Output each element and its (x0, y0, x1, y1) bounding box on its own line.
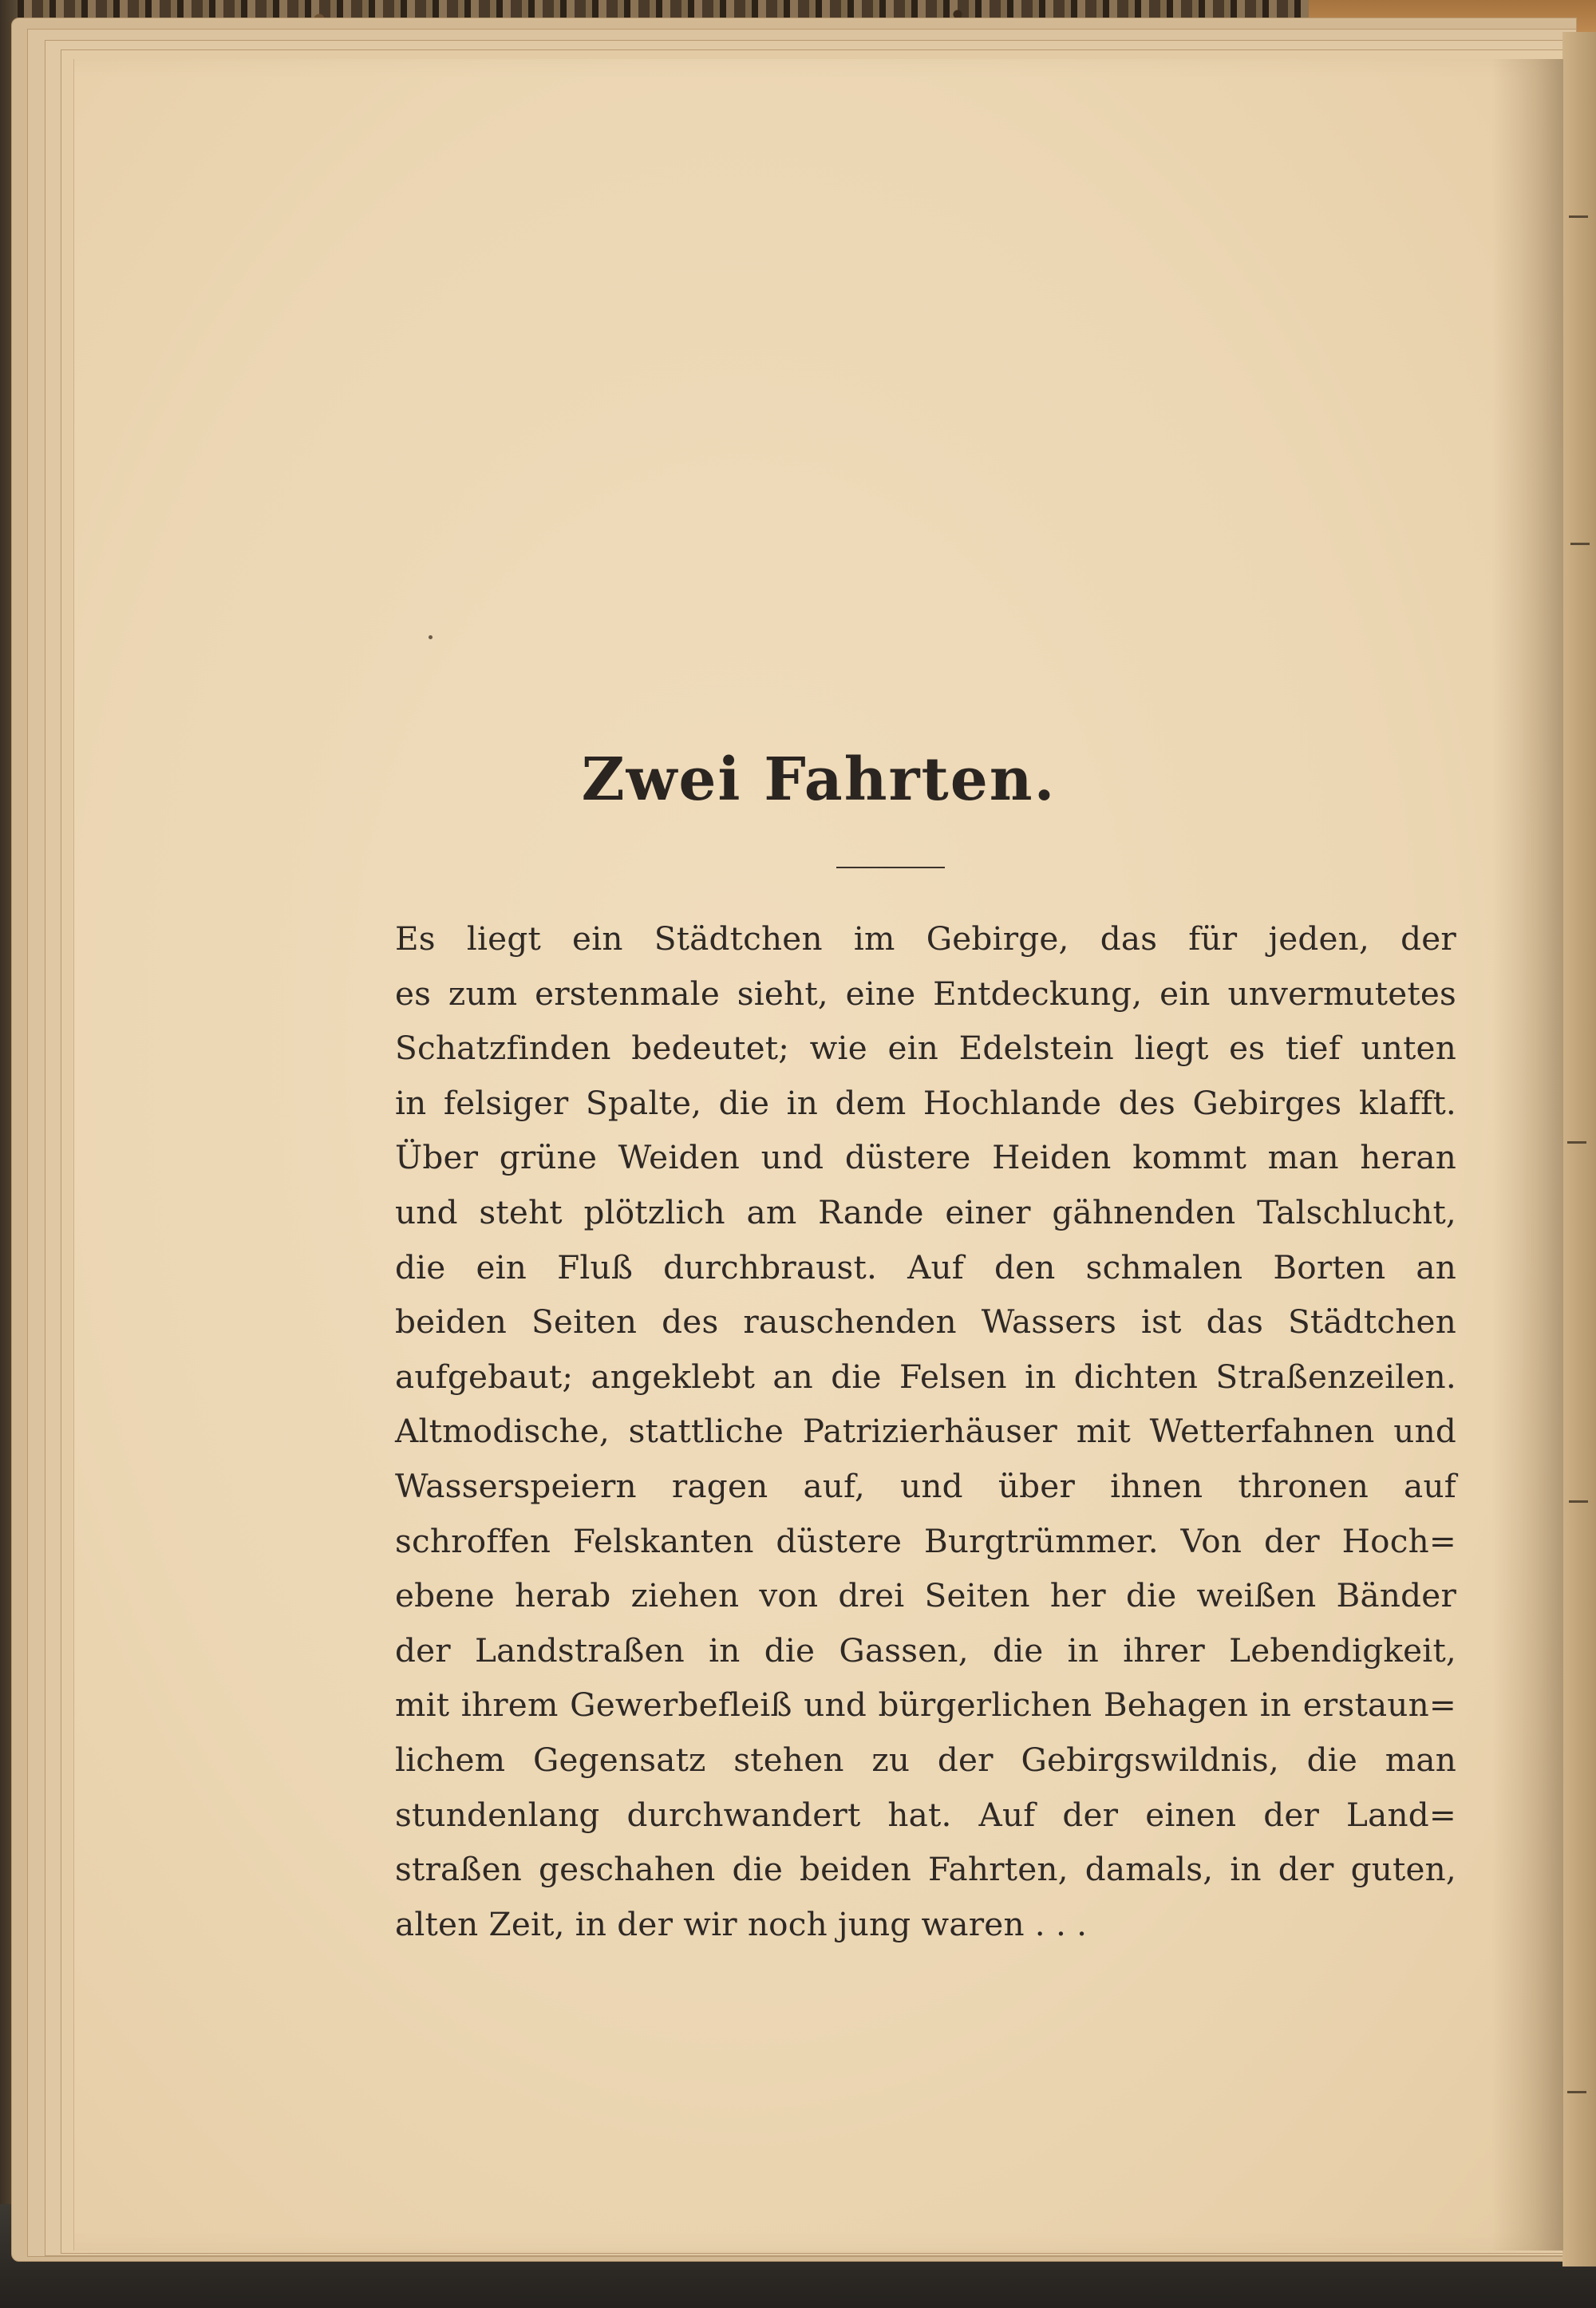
text-line: und steht plötzlich am Rande einer gähnenden Talschlucht, (395, 1192, 1456, 1231)
binding-gutter-edge (1562, 32, 1596, 2267)
binding-thread-mark (1567, 2091, 1586, 2093)
binding-thread-mark (1569, 215, 1588, 218)
text-line: Schatzfinden bedeutet; wie ein Edelstein liegt es tief unten (395, 1029, 1456, 1068)
binding-thread-mark (1567, 1141, 1586, 1144)
binding-thread-mark (1570, 543, 1590, 545)
chapter-title: Zwei Fahrten. (581, 745, 1057, 814)
text-line: ebene herab ziehen von drei Seiten her die weißen Bänder (395, 1576, 1456, 1615)
text-line: Es liegt ein Städtchen im Gebirge, das für jeden, der (395, 919, 1456, 958)
text-line: die ein Fluß durchbraust. Auf den schmalen Borten an (395, 1247, 1456, 1286)
text-line: Wasserspeiern ragen auf, und über ihnen thronen auf (395, 1466, 1456, 1505)
text-line: in felsiger Spalte, die in dem Hochlande des Gebirges klafft. (395, 1083, 1456, 1122)
text-line: alten Zeit, in der wir noch jung waren . . . (395, 1904, 1088, 1943)
text-line: schroffen Felskanten düstere Burgtrümmer. Von der Hoch= (395, 1521, 1456, 1560)
paper-speck (429, 635, 433, 639)
text-line: der Landstraßen in die Gassen, die in ihrer Lebendigkeit, (395, 1630, 1456, 1670)
book-page (73, 59, 1563, 2251)
text-line: lichem Gegensatz stehen zu der Gebirgswildnis, die man (395, 1740, 1456, 1779)
binding-thread-mark (1569, 1500, 1588, 1503)
text-line: Altmodische, stattliche Patrizierhäuser mit Wetterfahnen und (395, 1412, 1456, 1451)
text-line: mit ihrem Gewerbefleiß und bürgerlichen Behagen in erstaun= (395, 1686, 1456, 1725)
text-line: stundenlang durchwandert hat. Auf der einen der Land= (395, 1795, 1456, 1834)
text-line: straßen geschahen die beiden Fahrten, damals, in der guten, (395, 1850, 1456, 1889)
title-rule (836, 867, 945, 868)
text-line: es zum erstenmale sieht, eine Entdeckung, ein unvermutetes (395, 974, 1456, 1013)
body-paragraph (395, 911, 1456, 1951)
text-line: beiden Seiten des rauschenden Wassers ist das Städtchen (395, 1302, 1456, 1342)
text-line: Über grüne Weiden und düstere Heiden kommt man heran (395, 1138, 1456, 1177)
gutter-shadow (1491, 59, 1563, 2251)
text-line: aufgebaut; angeklebt an die Felsen in dichten Straßenzeilen. (395, 1357, 1456, 1396)
